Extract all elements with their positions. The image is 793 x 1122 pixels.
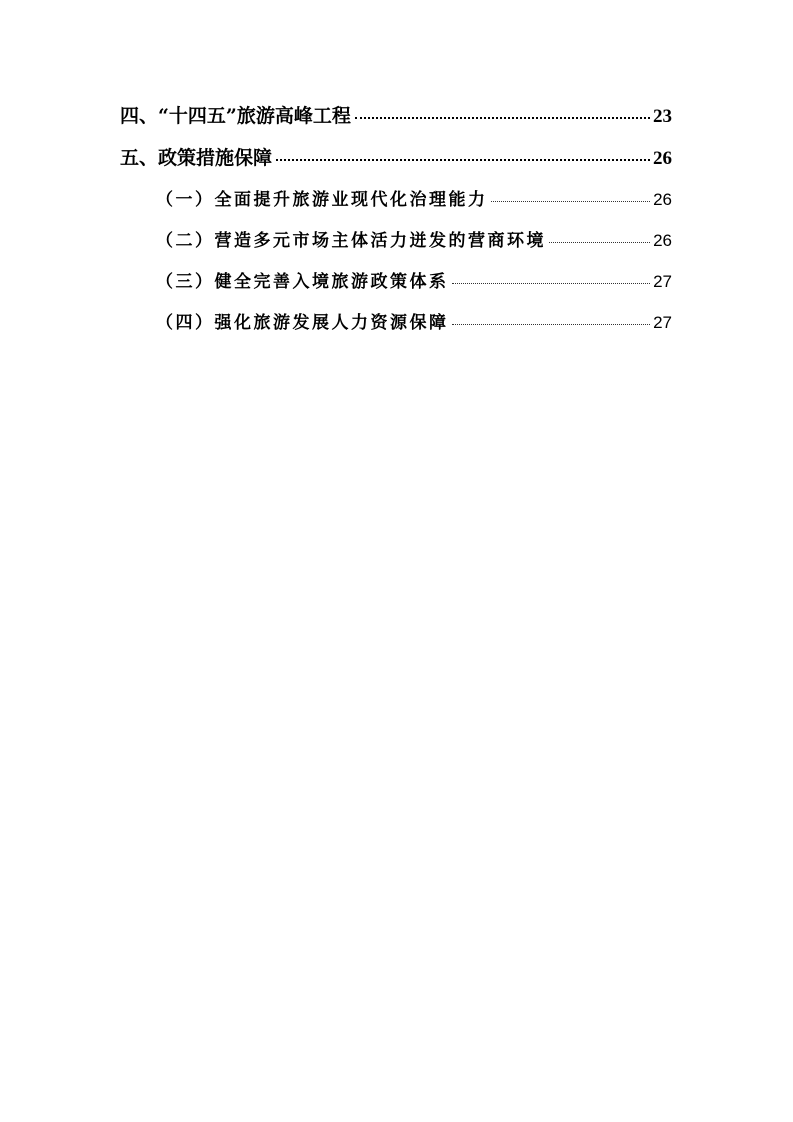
toc-entry-section-5[interactable]	[120, 143, 672, 169]
dot-leader	[549, 242, 650, 243]
toc-entry-title: （三）健全完善入境旅游政策体系	[156, 272, 449, 292]
toc-entry-title: （四）强化旅游发展人力资源保障	[156, 313, 449, 333]
toc-entry-page-number: 26	[653, 190, 672, 209]
dot-leader	[355, 117, 650, 119]
toc-entry-subsection-4[interactable]	[120, 308, 672, 333]
toc-entry-title: 四、“十四五”旅游高峰工程	[120, 105, 351, 127]
toc-entry-subsection-2[interactable]	[120, 226, 672, 251]
toc-entry-section-4[interactable]	[120, 101, 672, 127]
toc-entry-title: （二）营造多元市场主体活力迸发的营商环境	[156, 231, 546, 251]
table-of-contents	[120, 101, 672, 349]
toc-entry-page-number: 27	[653, 313, 672, 332]
toc-entry-title: 五、政策措施保障	[120, 147, 273, 169]
toc-entry-subsection-3[interactable]	[120, 267, 672, 292]
toc-entry-subsection-1[interactable]	[120, 185, 672, 210]
dot-leader	[491, 201, 651, 202]
dot-leader	[452, 324, 651, 325]
toc-entry-page-number: 27	[653, 272, 672, 291]
dot-leader	[276, 159, 650, 161]
toc-entry-title: （一）全面提升旅游业现代化治理能力	[156, 190, 488, 210]
toc-entry-page-number: 26	[653, 148, 672, 169]
dot-leader	[452, 283, 651, 284]
toc-entry-page-number: 26	[653, 231, 672, 250]
toc-entry-page-number: 23	[653, 106, 672, 127]
